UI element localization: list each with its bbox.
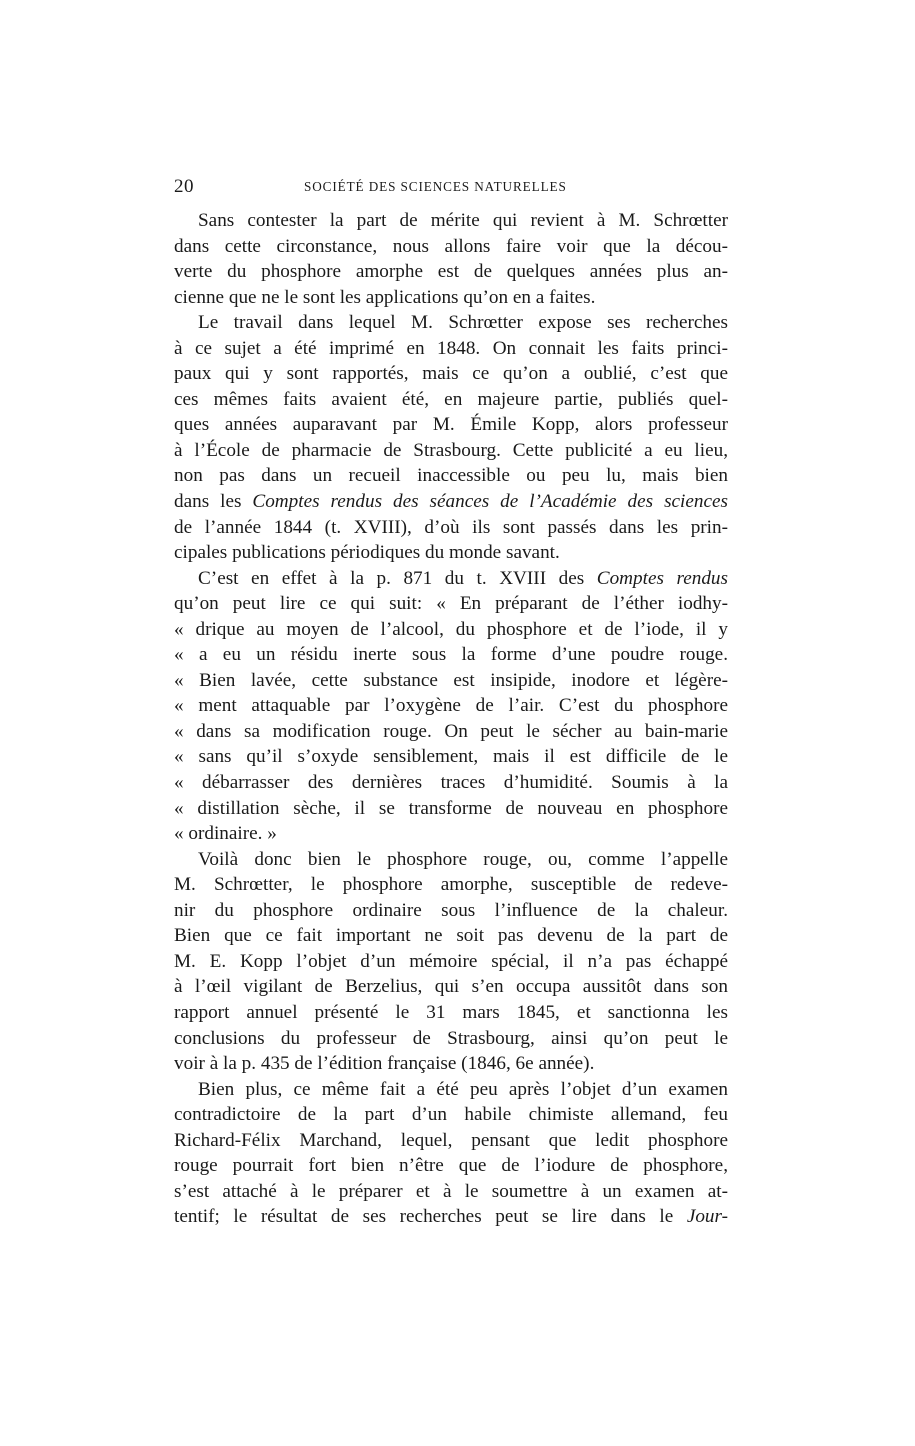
text-line: paux qui y sont rapportés, mais ce qu’on a oublié, c’est que xyxy=(174,363,728,385)
running-title: SOCIÉTÉ DES SCIENCES NATURELLES xyxy=(304,179,567,194)
text-line: contradictoire de la part d’un habile chimiste allemand, feu xyxy=(174,1104,728,1126)
italic-title: Comptes rendus xyxy=(596,567,728,589)
text-line: « drique au moyen de l’alcool, du phosphore et de l’iode, il y xyxy=(174,618,728,640)
text-line: s’est attaché à le préparer et à le soumettre à un examen at- xyxy=(174,1180,728,1202)
text-line: cipales publications périodiques du monde savant. xyxy=(174,542,560,564)
italic-title: Jour- xyxy=(686,1206,728,1228)
text-line: « a eu un résidu inerte sous la forme d’une poudre rouge. xyxy=(174,644,728,666)
text-line: « débarrasser des dernières traces d’humidité. Soumis à la xyxy=(174,772,728,794)
text-line: « Bien lavée, cette substance est insipide, inodore et légère- xyxy=(174,669,728,691)
text-line: à l’œil vigilant de Berzelius, qui s’en occupa aussitôt dans son xyxy=(174,976,728,998)
text-line: qu’on peut lire ce qui suit: « En préparant de l’éther iodhy- xyxy=(174,593,728,615)
italic-title: Comptes rendus des séances de l’Académie des sciences xyxy=(252,491,728,513)
text-line: de l’année 1844 (t. XVIII), d’où ils sont passés dans les prin- xyxy=(174,516,728,538)
text-line: « sans qu’il s’oxyde sensiblement, mais il est difficile de le xyxy=(174,746,728,768)
body-text xyxy=(174,208,728,1230)
text-line: à ce sujet a été imprimé en 1848. On connait les faits princi- xyxy=(174,337,728,359)
text-line: « dans sa modification rouge. On peut le sécher au bain-marie xyxy=(174,720,728,742)
text-line: rapport annuel présenté le 31 mars 1845, et sanctionna les xyxy=(174,1001,728,1023)
text-line: M. E. Kopp l’objet d’un mémoire spécial, il n’a pas échappé xyxy=(174,950,728,972)
text-line: « ordinaire. » xyxy=(174,823,277,845)
text-line: « ment attaquable par l’oxygène de l’air. C’est du phosphore xyxy=(174,695,728,717)
text-line: conclusions du professeur de Strasbourg, ainsi qu’on peut le xyxy=(174,1027,728,1049)
text-line: à l’École de pharmacie de Strasbourg. Cette publicité a eu lieu, xyxy=(174,439,728,461)
text-line: dans les Comptes rendus des séances de l’Académie des sciences xyxy=(174,491,728,513)
text-line: Bien plus, ce même fait a été peu après l’objet d’un examen xyxy=(198,1078,728,1100)
text-line: ces mêmes faits avaient été, en majeure partie, publiés quel- xyxy=(174,388,728,410)
text-line: voir à la p. 435 de l’édition française (1846, 6e année). xyxy=(174,1053,595,1075)
text-line: ques années auparavant par M. Émile Kopp, alors professeur xyxy=(174,414,728,436)
text-line: non pas dans un recueil inaccessible ou peu lu, mais bien xyxy=(174,465,728,487)
text-line: nir du phosphore ordinaire sous l’influence de la chaleur. xyxy=(174,899,728,921)
text-line: rouge pourrait fort bien n’être que de l’iodure de phosphore, xyxy=(174,1155,728,1177)
text-line: Le travail dans lequel M. Schrœtter expose ses recherches xyxy=(198,312,728,334)
page-number: 20 xyxy=(174,176,194,197)
text-line: Sans contester la part de mérite qui revient à M. Schrœtter xyxy=(198,210,728,231)
text-line: dans cette circonstance, nous allons faire voir que la décou- xyxy=(174,235,728,257)
text-line: Richard-Félix Marchand, lequel, pensant que ledit phosphore xyxy=(174,1129,728,1151)
running-header xyxy=(174,176,728,200)
text-line: « distillation sèche, il se transforme de nouveau en phosphore xyxy=(174,797,728,819)
text-line: Bien que ce fait important ne soit pas devenu de la part de xyxy=(174,925,728,947)
text-line: Voilà donc bien le phosphore rouge, ou, comme l’appelle xyxy=(198,848,728,870)
text-line: M. Schrœtter, le phosphore amorphe, susceptible de redeve- xyxy=(174,874,728,896)
text-line: C’est en effet à la p. 871 du t. XVIII des Comptes rendus xyxy=(198,567,728,589)
text-line: tentif; le résultat de ses recherches peut se lire dans le Jour- xyxy=(174,1206,728,1228)
text-line: verte du phosphore amorphe est de quelques années plus an- xyxy=(174,261,728,283)
text-line: cienne que ne le sont les applications qu’on en a faites. xyxy=(174,286,596,308)
